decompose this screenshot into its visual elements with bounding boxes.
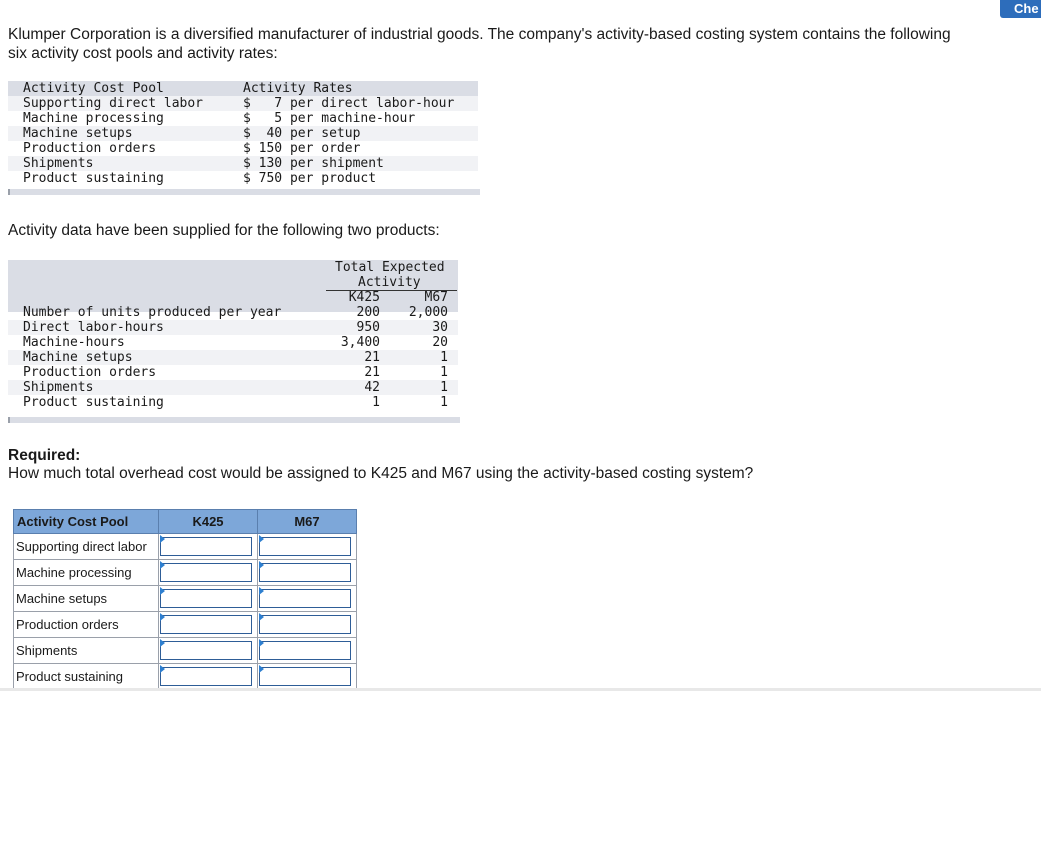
activity-k425-value: 1: [372, 395, 380, 410]
answer-row-label: Supporting direct labor: [14, 534, 159, 560]
dropdown-marker-icon: [160, 613, 165, 621]
answer-row: [14, 534, 357, 560]
rates-pool-cell: Shipments: [23, 156, 94, 171]
k425-input[interactable]: [160, 667, 252, 686]
answer-cell: [258, 664, 357, 690]
activity-row-label: Direct labor-hours: [23, 320, 164, 335]
answer-header-m67: M67: [258, 510, 357, 534]
answer-cell: [258, 612, 357, 638]
answer-table: [13, 509, 357, 690]
answer-row-label: Machine processing: [14, 560, 159, 586]
activity-row-label: Shipments: [23, 380, 94, 395]
answer-header-pool: Activity Cost Pool: [14, 510, 159, 534]
k425-input[interactable]: [160, 641, 252, 660]
activity-k425-value: 21: [364, 365, 380, 380]
rates-rate-cell: $ 750 per product: [243, 171, 377, 186]
rates-rate-cell: $ 150 per order: [243, 141, 361, 156]
answer-row: [14, 638, 357, 664]
rates-pool-cell: Supporting direct labor: [23, 96, 204, 111]
dropdown-marker-icon: [160, 587, 165, 595]
m67-input[interactable]: [259, 641, 351, 660]
rates-pool-cell: Machine processing: [23, 111, 164, 126]
answer-cell: [159, 664, 258, 690]
activity-row-label: Product sustaining: [23, 395, 164, 410]
m67-input[interactable]: [259, 563, 351, 582]
rates-footer-band: [8, 189, 480, 195]
dropdown-marker-icon: [259, 535, 264, 543]
activity-k425-value: 3,400: [340, 335, 380, 350]
dropdown-marker-icon: [160, 639, 165, 647]
m67-input[interactable]: [259, 537, 351, 556]
answer-row-label: Product sustaining: [14, 664, 159, 690]
required-question: How much total overhead cost would be assigned to K425 and M67 using the activity-based costing system?: [8, 465, 754, 482]
activity-col-k425: K425: [348, 290, 380, 305]
answer-row: [14, 664, 357, 690]
answer-cell: [159, 638, 258, 664]
activity-m67-value: 30: [432, 320, 448, 335]
dropdown-marker-icon: [160, 665, 165, 673]
answer-row-label: Machine setups: [14, 586, 159, 612]
activity-header-line1: Total Expected: [335, 260, 445, 275]
rates-rate-cell: $ 40 per setup: [243, 126, 361, 141]
activity-data-table: [8, 260, 458, 424]
m67-input[interactable]: [259, 615, 351, 634]
rates-rate-cell: $ 130 per shipment: [243, 156, 384, 171]
activity-m67-value: 20: [432, 335, 448, 350]
intro-text: Klumper Corporation is a diversified manufacturer of industrial goods. The company's activity-based costing system contains the following six activity cost pools and activity rates:: [8, 26, 951, 62]
rates-rate-cell: $ 7 per direct labor-hour: [243, 96, 455, 111]
dropdown-marker-icon: [160, 535, 165, 543]
activity-data-subheading: Activity data have been supplied for the following two products:: [8, 222, 440, 239]
answer-row: [14, 560, 357, 586]
answer-header-k425: K425: [159, 510, 258, 534]
activity-col-m67: M67: [424, 290, 448, 305]
activity-m67-value: 1: [440, 380, 448, 395]
answer-row-label: Production orders: [14, 612, 159, 638]
answer-cell: [159, 586, 258, 612]
answer-cell: [258, 560, 357, 586]
activity-rates-table: [8, 81, 478, 197]
activity-m67-value: 2,000: [408, 305, 448, 320]
activity-row-label: Production orders: [23, 365, 157, 380]
answer-cell: [258, 638, 357, 664]
activity-row-label: Machine setups: [23, 350, 133, 365]
check-button[interactable]: Che: [1000, 0, 1041, 18]
rates-rate-cell: $ 5 per machine-hour: [243, 111, 416, 126]
rates-header-pool: Activity Cost Pool: [23, 81, 164, 96]
k425-input[interactable]: [160, 615, 252, 634]
dropdown-marker-icon: [259, 561, 264, 569]
answer-cell: [159, 612, 258, 638]
dropdown-marker-icon: [259, 639, 264, 647]
answer-cell: [159, 534, 258, 560]
dropdown-marker-icon: [259, 587, 264, 595]
activity-footer-band: [8, 417, 460, 423]
answer-row: [14, 586, 357, 612]
answer-cell: [258, 534, 357, 560]
answer-cell: [258, 586, 357, 612]
rates-header-rate: Activity Rates: [243, 81, 353, 96]
m67-input[interactable]: [259, 667, 351, 686]
rates-pool-cell: Product sustaining: [23, 171, 164, 186]
activity-k425-value: 42: [364, 380, 380, 395]
k425-input[interactable]: [160, 537, 252, 556]
answer-row: [14, 612, 357, 638]
m67-input[interactable]: [259, 589, 351, 608]
dropdown-marker-icon: [259, 613, 264, 621]
rates-pool-cell: Machine setups: [23, 126, 133, 141]
activity-k425-value: 21: [364, 350, 380, 365]
activity-header-line2: Activity: [358, 275, 421, 290]
activity-m67-value: 1: [440, 350, 448, 365]
activity-k425-value: 950: [356, 320, 380, 335]
dropdown-marker-icon: [259, 665, 264, 673]
rates-pool-cell: Production orders: [23, 141, 157, 156]
dropdown-marker-icon: [160, 561, 165, 569]
answer-row-label: Shipments: [14, 638, 159, 664]
activity-k425-value: 200: [356, 305, 380, 320]
answer-cell: [159, 560, 258, 586]
k425-input[interactable]: [160, 589, 252, 608]
activity-m67-value: 1: [440, 365, 448, 380]
k425-input[interactable]: [160, 563, 252, 582]
required-title: Required:: [8, 447, 81, 464]
activity-row-label: Machine-hours: [23, 335, 125, 350]
activity-m67-value: 1: [440, 395, 448, 410]
activity-row-label: Number of units produced per year: [23, 305, 282, 320]
